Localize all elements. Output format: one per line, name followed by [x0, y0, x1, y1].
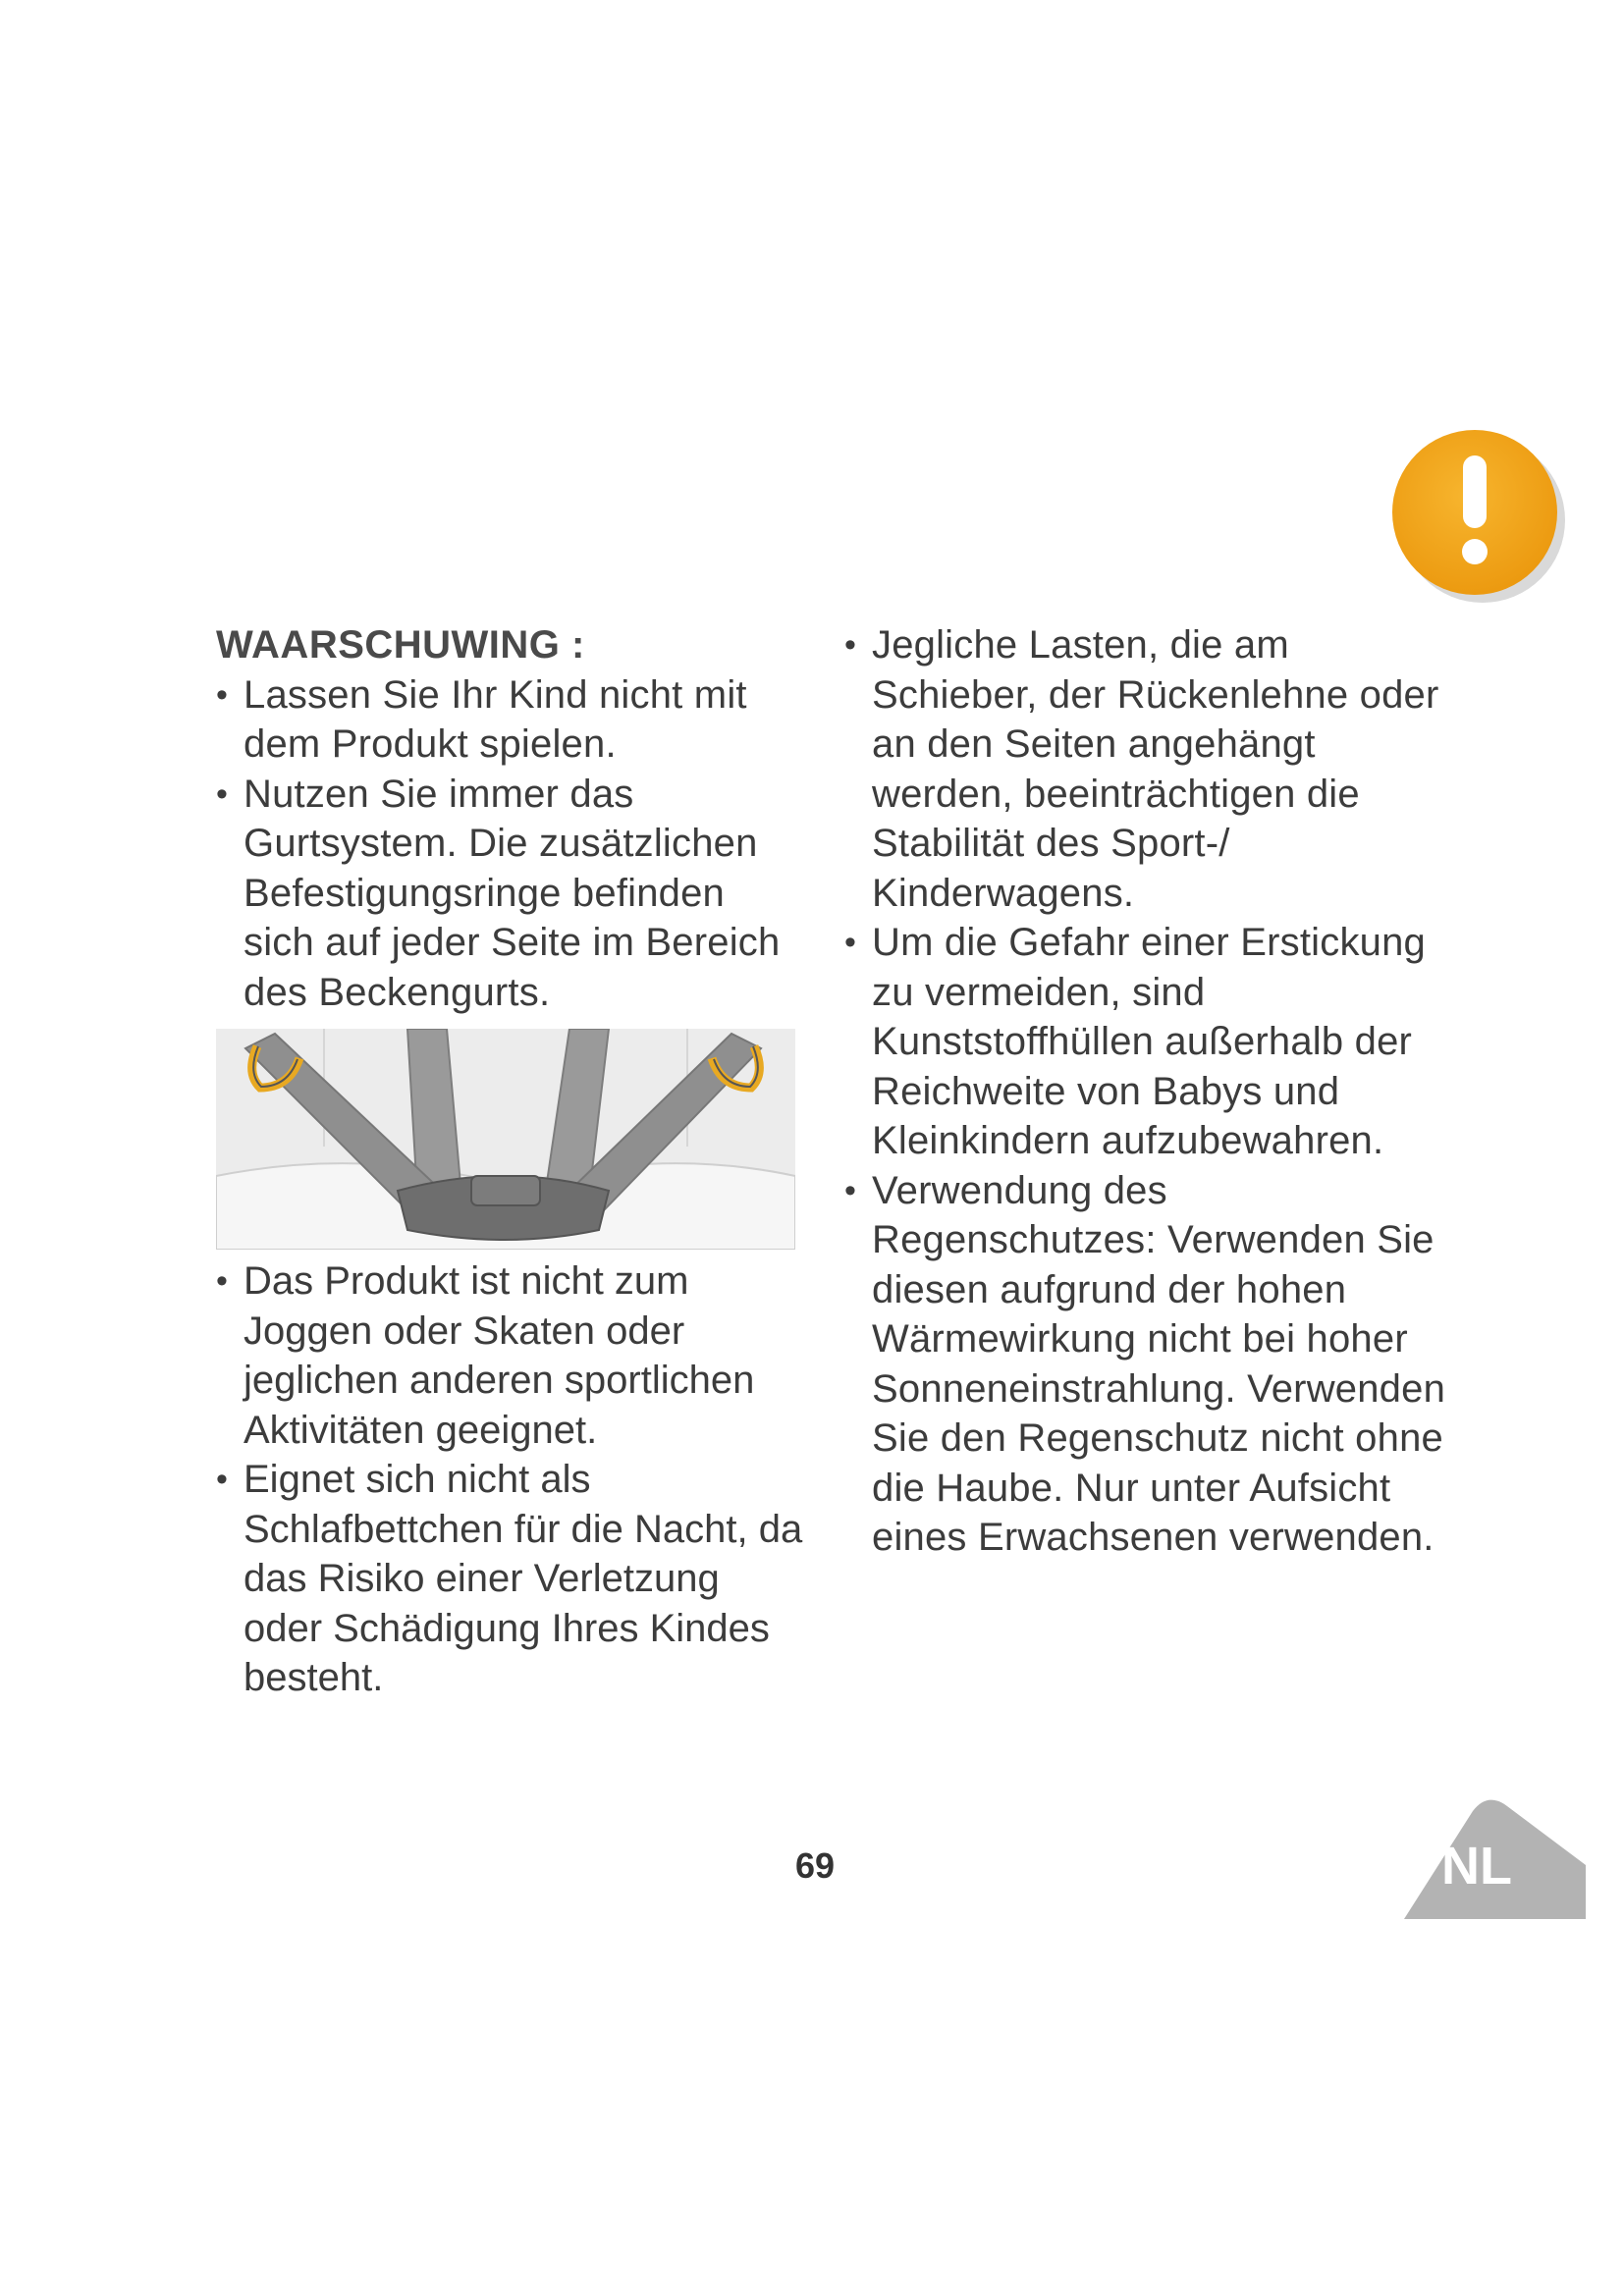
right-column: [844, 620, 1453, 1563]
page-number: 69: [794, 1845, 836, 1886]
warning-list-left-bottom: [216, 1256, 805, 1703]
left-column: [216, 620, 805, 1017]
list-item: [216, 1256, 805, 1455]
list-item: [216, 770, 805, 1018]
list-item-text: Lassen Sie Ihr Kind nicht mit dem Produkt spielen.: [244, 672, 747, 766]
list-item: [216, 1455, 805, 1703]
harness-illustration: [216, 1029, 795, 1250]
list-item-text: Eignet sich nicht als Schlafbettchen für die Nacht, da das Risiko einer Verletzung oder Schädigung Ihres Kindes besteht.: [244, 1458, 803, 1699]
list-item-text: Verwendung des Regenschutzes: Verwenden Sie diesen aufgrund der hohen Wärmewirkung nicht bei hoher Sonneneinstrahlung. Verwenden Sie den Regenschutz nicht ohne die Haube. Nur unter Aufsicht eines Erwachsenen verwenden.: [872, 1168, 1446, 1559]
warning-heading: WAARSCHUWING :: [216, 623, 585, 667]
list-item: [216, 670, 805, 770]
list-item: [844, 918, 1453, 1166]
list-item-text: Das Produkt ist nicht zum Joggen oder Skaten oder jeglichen anderen sportlichen Aktivitäten geeignet.: [244, 1259, 755, 1452]
warning-list-right: [844, 620, 1453, 1563]
warning-list-left-top: [216, 670, 805, 1018]
list-item-text: Um die Gefahr einer Erstickung zu vermeiden, sind Kunststoffhüllen außerhalb der Reichweite von Babys und Kleinkindern aufzubewahren.: [872, 921, 1427, 1162]
language-tab-label: NL: [1441, 1837, 1512, 1896]
list-item-text: Jegliche Lasten, die am Schieber, der Rückenlehne oder an den Seiten angehängt werden, beeinträchtigen die Stabilität des Sport-/ Kinderwagens.: [872, 623, 1439, 915]
list-item: [844, 1166, 1453, 1563]
list-item: [844, 620, 1453, 918]
exclamation-warning-icon: [1382, 420, 1569, 607]
list-item-text: Nutzen Sie immer das Gurtsystem. Die zusätzlichen Befestigungsringe befinden sich auf jeder Seite im Bereich des Beckengurts.: [244, 772, 781, 1014]
